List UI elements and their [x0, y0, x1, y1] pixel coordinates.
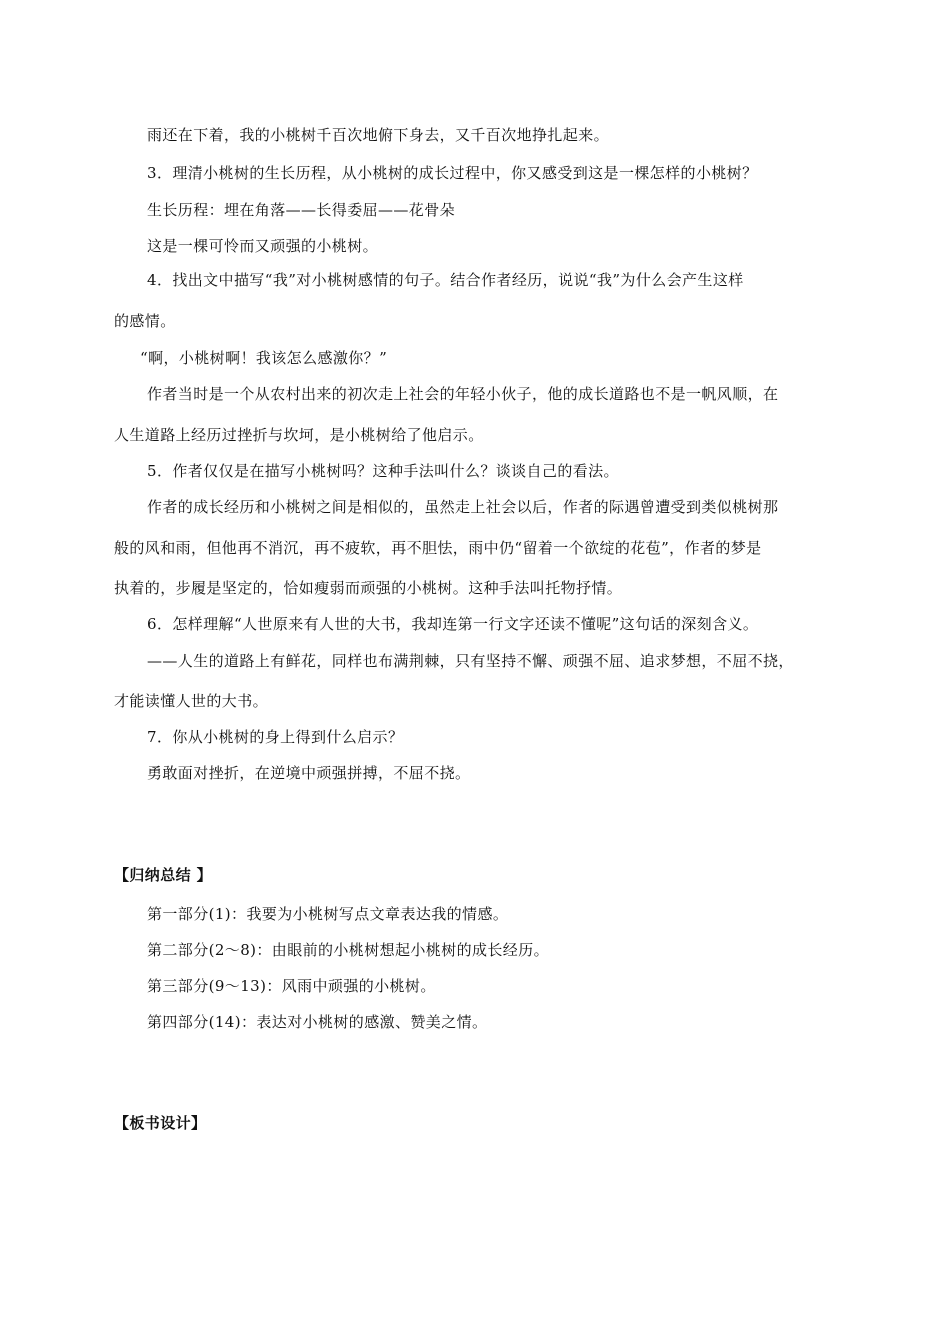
board-design-heading: 【板书设计】 [114, 1114, 207, 1132]
question-4: 4．找出文中描写“我”对小桃树感情的句子。结合作者经历，说说“我”为什么会产生这样 [147, 271, 744, 289]
answer-line: 才能读懂人世的大书。 [114, 692, 269, 710]
answer-line: 执着的，步履是坚定的，恰如瘦弱而顽强的小桃树。这种手法叫托物抒情。 [114, 579, 623, 597]
answer-line: 作者的成长经历和小桃树之间是相似的，虽然走上社会以后，作者的际遇曾遭受到类似桃树那 [147, 498, 779, 516]
answer-line: 勇敢面对挫折，在逆境中顽强拼搏，不屈不挠。 [147, 764, 471, 782]
question-6: 6．怎样理解“人世原来有人世的大书，我却连第一行文字还读不懂呢”这句话的深刻含义。 [147, 615, 759, 633]
question-5: 5．作者仅仅是在描写小桃树吗？这种手法叫什么？谈谈自己的看法。 [147, 462, 619, 480]
summary-item: 第一部分(1)：我要为小桃树写点文章表达我的情感。 [147, 905, 509, 923]
answer-line: 生长历程：埋在角落——长得委屈——花骨朵 [147, 201, 456, 219]
summary-item: 第三部分(9～13)：风雨中顽强的小桃树。 [147, 977, 436, 995]
answer-line: 般的风和雨，但他再不消沉，再不疲软，再不胆怯，雨中仍“留着一个欲绽的花苞”，作者的梦是 [114, 539, 762, 557]
answer-line: ——人生的道路上有鲜花，同样也布满荆棘，只有坚持不懈、顽强不屈、追求梦想，不屈不挠， [147, 652, 794, 670]
question-4-continued: 的感情。 [114, 312, 176, 330]
paragraph-line: 雨还在下着，我的小桃树千百次地俯下身去，又千百次地挣扎起来。 [147, 126, 610, 144]
question-7: 7．你从小桃树的身上得到什么启示？ [147, 728, 404, 746]
answer-line: 这是一棵可怜而又顽强的小桃树。 [147, 237, 379, 255]
quote-line: “啊，小桃树啊！我该怎么感激你？” [140, 349, 388, 367]
summary-heading: 【归纳总结 】 [114, 866, 213, 884]
answer-line: 人生道路上经历过挫折与坎坷，是小桃树给了他启示。 [114, 426, 484, 444]
summary-item: 第四部分(14)：表达对小桃树的感激、赞美之情。 [147, 1013, 488, 1031]
summary-item: 第二部分(2～8)：由眼前的小桃树想起小桃树的成长经历。 [147, 941, 549, 959]
answer-line: 作者当时是一个从农村出来的初次走上社会的年轻小伙子，他的成长道路也不是一帆风顺，在 [147, 385, 779, 403]
question-3: 3．理清小桃树的生长历程，从小桃树的成长过程中，你又感受到这是一棵怎样的小桃树？ [147, 164, 758, 182]
